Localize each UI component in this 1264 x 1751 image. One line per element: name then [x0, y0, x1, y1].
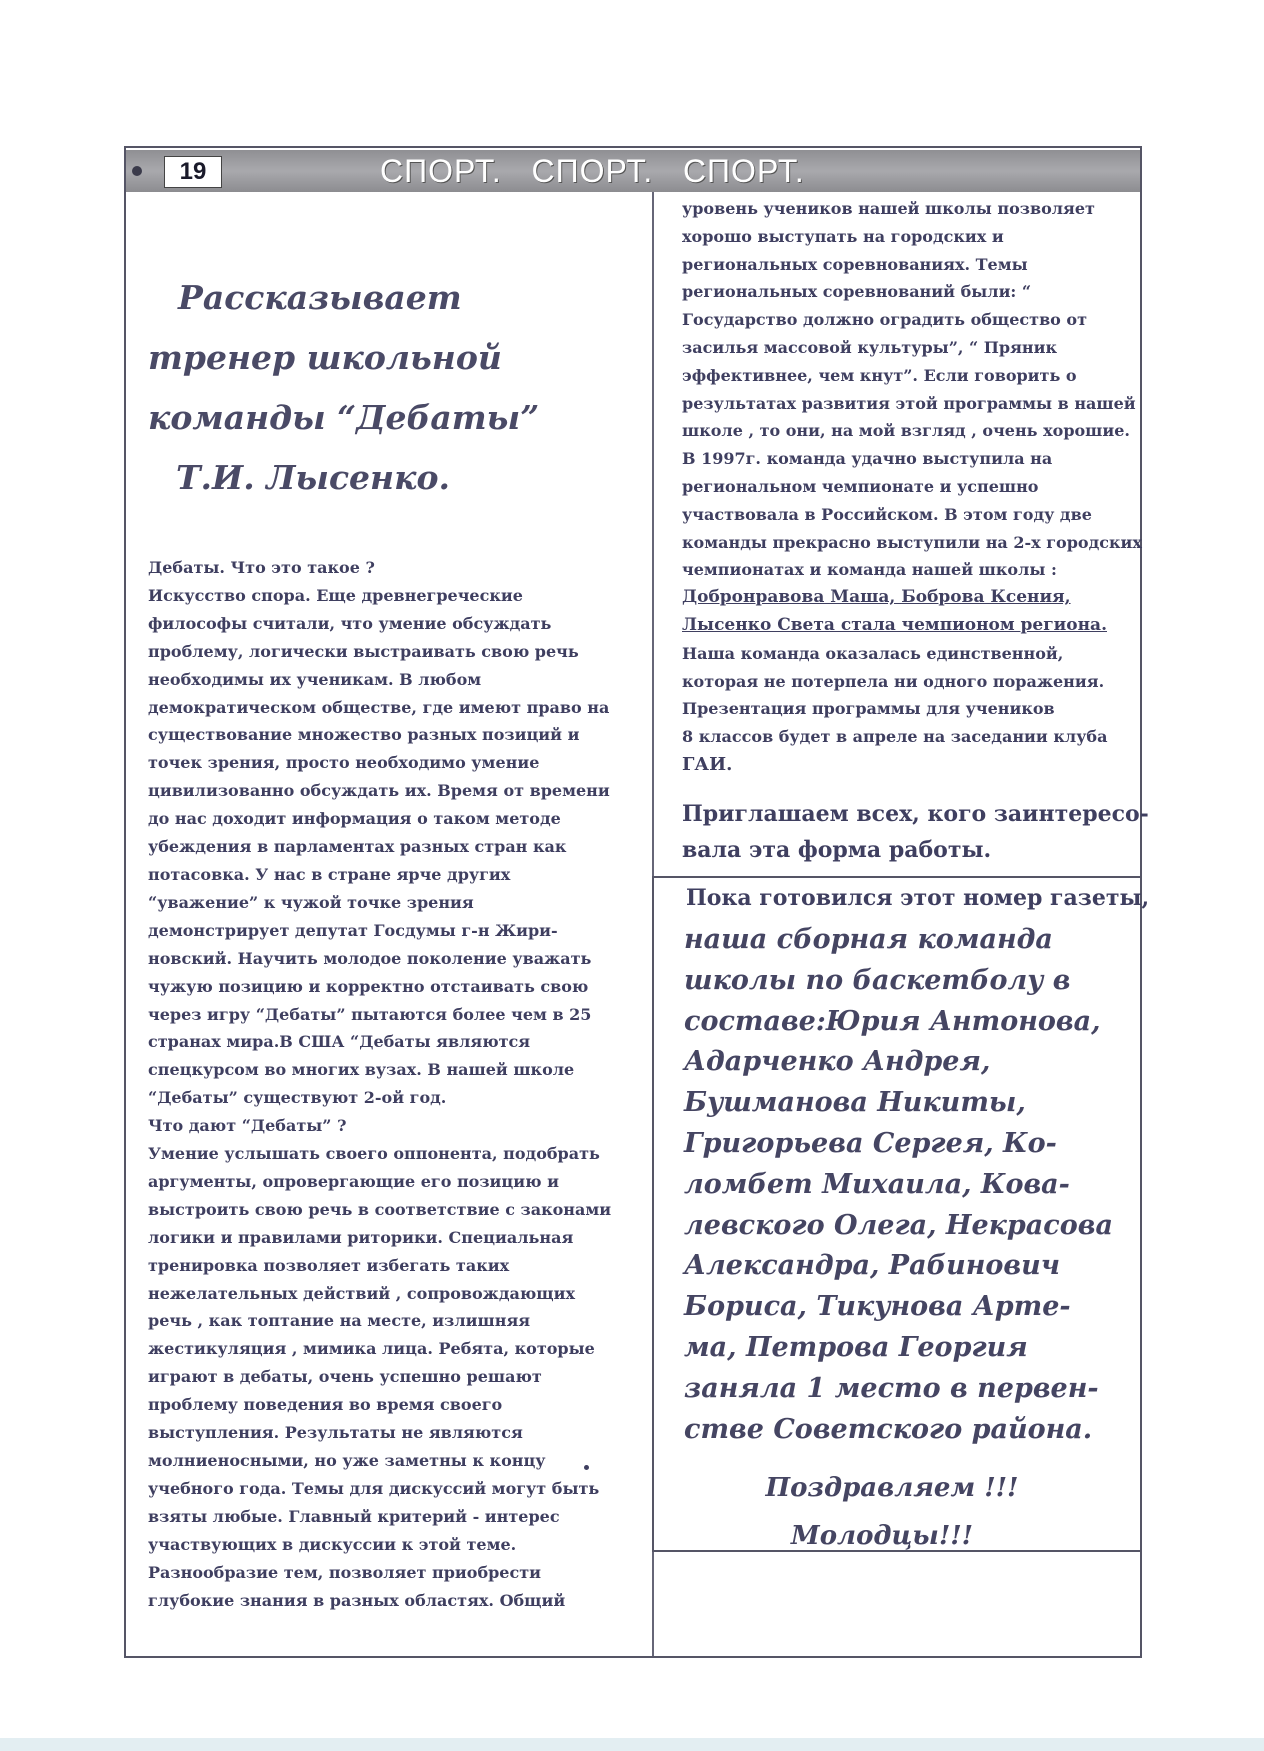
- text-line: “Дебаты” существуют 2-ой год.: [148, 1088, 447, 1108]
- text-line: логики и правилами риторики. Специальная: [148, 1227, 574, 1247]
- text-line: учебного года. Темы для дискуссий могут быть: [148, 1478, 600, 1498]
- text-line: аргументы, опровергающие его позицию и: [148, 1171, 559, 1191]
- text-line: Государство должно оградить общество от: [682, 310, 1088, 330]
- club-name: ГАИ.: [682, 753, 733, 775]
- text-line: демократическом обществе, где имеют право на: [148, 697, 610, 717]
- right-column-bottom: [682, 640, 1152, 751]
- invitation-line: вала эта форма работы.: [682, 837, 992, 863]
- left-column-text: [148, 554, 628, 1614]
- news-line: Адарченко Андрея,: [684, 1046, 991, 1078]
- text-line: демонстрирует депутат Госдумы г-н Жири-: [148, 920, 558, 940]
- page-number: 19: [164, 156, 222, 188]
- right-column-text: [682, 195, 1152, 779]
- news-script-text: [684, 920, 1140, 1450]
- text-line: участвующих в дискуссии к этой теме.: [148, 1534, 517, 1554]
- news-line: левского Олега, Некрасова: [684, 1209, 1113, 1241]
- headline-line: тренер школьной: [148, 338, 502, 377]
- text-line: потасовка. У нас в стране ярче других: [148, 864, 511, 884]
- text-line: цивилизованно обсуждать их. Время от времени: [148, 781, 610, 801]
- text-line: Презентация программы для учеников: [682, 699, 1055, 719]
- text-line: глубокие знания в разных областях. Общий: [148, 1590, 566, 1610]
- text-line: региональных соревнованиях. Темы: [682, 254, 1028, 274]
- news-line: Бориса, Тикунова Арте-: [684, 1291, 1071, 1323]
- text-line: убеждения в парламентах разных стран как: [148, 837, 567, 857]
- text-line: жестикуляция , мимика лица. Ребята, которые: [148, 1339, 595, 1359]
- headline-line: Рассказывает: [178, 278, 462, 317]
- text-line: участвовала в Российском. В этом году две: [682, 504, 1092, 524]
- congrats-line: Поздравляем !!!: [765, 1473, 1019, 1503]
- news-line: наша сборная команда: [684, 924, 1053, 955]
- text-line: результатах развития этой программы в нашей: [682, 393, 1136, 413]
- text-line: новский. Научить молодое поколение уважать: [148, 948, 592, 968]
- text-line: уровень учеников нашей школы позволяет: [682, 199, 1095, 218]
- text-line: играют в дебаты, очень успешно решают: [148, 1367, 542, 1387]
- text-line: философы считали, что умение обсуждать: [148, 613, 552, 633]
- champion-line: Лысенко Света стала чемпионом региона.: [682, 614, 1107, 635]
- text-line: региональном чемпионате и успешно: [682, 476, 1039, 496]
- news-line: школы по баскетболу в: [684, 964, 1071, 996]
- congratulations: [652, 1464, 1142, 1560]
- news-line: ма, Петрова Георгия: [684, 1331, 1028, 1363]
- text-line: 8 классов будет в апреле на заседании клуба: [682, 727, 1108, 747]
- right-column-top: [682, 195, 1152, 584]
- text-line: школе , то они, на мой взгляд , очень хорошие.: [682, 421, 1130, 441]
- text-line: проблему, логически выстраивать свою речь: [148, 641, 579, 661]
- text-line: Дебаты. Что это такое ?: [148, 558, 375, 577]
- news-line: Александра, Рабинович: [684, 1250, 1061, 1282]
- news-intro: Пока готовился этот номер газеты,: [686, 885, 1150, 911]
- text-line: существование множество разных позиций и: [148, 725, 580, 745]
- text-line: тренировка позволяет избегать таких: [148, 1255, 510, 1275]
- news-line: заняла 1 место в первен-: [684, 1372, 1099, 1404]
- text-line: до нас доходит информация о таком методе: [148, 809, 561, 829]
- stray-dot: [584, 1465, 589, 1470]
- text-line: эффективнее, чем кнут”. Если говорить о: [682, 365, 1077, 385]
- text-line: “уважение” к чужой точке зрения: [148, 892, 474, 912]
- invitation-line: Приглашаем всех, кого заинтересо-: [682, 801, 1149, 827]
- text-line: чемпионатах и команда нашей школы :: [682, 560, 1057, 580]
- text-line: через игру “Дебаты” пытаются более чем в 25: [148, 1004, 592, 1024]
- section-title: СПОРТ. СПОРТ. СПОРТ.: [380, 153, 805, 189]
- champions-list: [682, 584, 1152, 640]
- news-line: ломбет Михаила, Кова-: [684, 1168, 1070, 1200]
- text-line: засилья массовой культуры”, “ Пряник: [682, 337, 1058, 357]
- text-line: Разнообразие тем, позволяет приобрести: [148, 1562, 541, 1582]
- news-line: Григорьева Сергея, Ко-: [684, 1127, 1057, 1159]
- news-line: Бушманова Никиты,: [684, 1087, 1026, 1119]
- headline-line: Т.И. Лысенко.: [176, 458, 450, 497]
- news-line: стве Советского района.: [684, 1413, 1093, 1445]
- text-line: чужую позицию и корректно отстаивать свою: [148, 976, 589, 996]
- news-line: составе:Юрия Антонова,: [684, 1005, 1101, 1037]
- text-line: нежелательных действий , сопровождающих: [148, 1283, 575, 1303]
- text-line: взяты любые. Главный критерий - интерес: [148, 1506, 560, 1526]
- congrats-line: Молодцы!!!: [790, 1521, 974, 1551]
- text-line: проблему поведения во время своего: [148, 1395, 503, 1415]
- text-line: В 1997г. команда удачно выступила на: [682, 449, 1053, 469]
- invitation: [682, 796, 1149, 868]
- text-line: Искусство спора. Еще древнегреческие: [148, 585, 523, 605]
- text-line: точек зрения, просто необходимо умение: [148, 753, 540, 773]
- scan-edge: [0, 1738, 1264, 1751]
- text-line: региональных соревнований были: “: [682, 282, 1032, 302]
- text-line: выступления. Результаты не являются: [148, 1423, 523, 1443]
- text-line: спецкурсом во многих вузах. В нашей школе: [148, 1060, 575, 1080]
- text-line: хорошо выступать на городских и: [682, 226, 1004, 246]
- champion-line: Добронравова Маша, Боброва Ксения,: [682, 587, 1071, 608]
- text-line: странах мира.В США “Дебаты являются: [148, 1032, 531, 1052]
- text-line: Умение услышать своего оппонента, подобрать: [148, 1144, 600, 1164]
- article-headline: [148, 268, 628, 508]
- text-line: Что дают “Дебаты” ?: [148, 1116, 347, 1136]
- headline-line: команды “Дебаты”: [148, 398, 540, 437]
- header-ornament-icon: [132, 166, 142, 176]
- text-line: молниеносными, но уже заметны к концу: [148, 1451, 546, 1470]
- text-line: которая не потерпела ни одного поражения.: [682, 671, 1105, 691]
- text-line: выстроить свою речь в соответствие с законами: [148, 1199, 612, 1219]
- text-line: необходимы их ученикам. В любом: [148, 669, 482, 689]
- text-line: речь , как топтание на месте, излишняя: [148, 1311, 531, 1331]
- text-line: Наша команда оказалась единственной,: [682, 643, 1064, 663]
- text-line: команды прекрасно выступили на 2-х городских: [682, 532, 1142, 552]
